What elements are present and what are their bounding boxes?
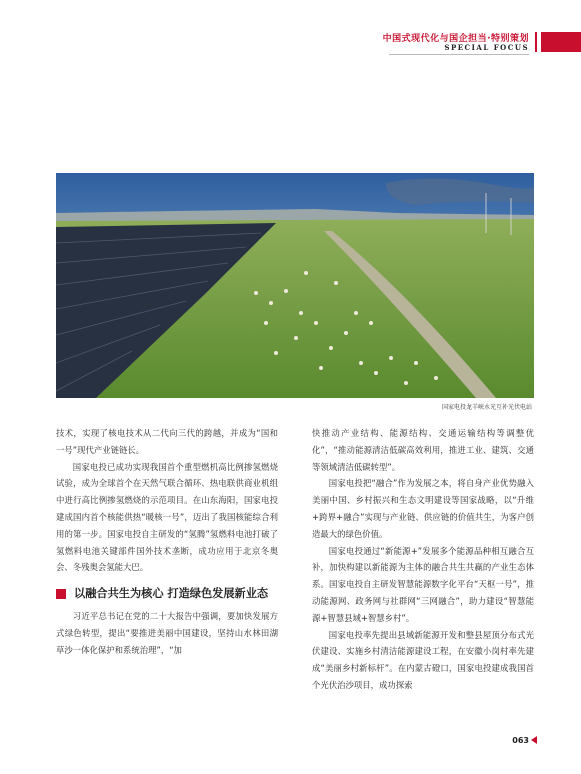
article-column-right (312, 425, 534, 694)
paragraph: 国家电投通过“新能源+”发展多个能源品种相互融合互补，加快构建以新能源为主体的融合共生共赢的产业生态体系。国家电投自主研发智慧能源数字化平台“天枢一号”，推动能源网、政务网与社群网“三网融合”，助力建设“智慧能源+智慧县域+智慧乡村”。 (312, 545, 534, 623)
page-number (512, 736, 537, 745)
header-rule (389, 54, 529, 55)
paragraph: 快推动产业结构、能源结构、交通运输结构等调整优化”，“推动能源清洁低碳高效利用，推进工业、建筑、交通等领域清洁低碳转型”。 (312, 428, 534, 472)
page-header (321, 30, 581, 52)
section-heading-text: 以融合共生为核心 打造绿色发展新业态 (74, 587, 269, 601)
article-column-left (56, 425, 278, 659)
paragraph: 国家电投率先提出县域新能源开发和整县屋顶分布式光伏建设、实施乡村清洁能源建设工程，在安徽小岗村率先建成“美丽乡村新标杆”。在内蒙古磴口，国家电投建成我国首个光伏治沙项目，成功探索 (312, 629, 534, 690)
paragraph: 技术，实现了核电技术从二代向三代的跨越，并成为“国和一号”现代产业链链长。 (56, 428, 278, 455)
solar-farm-photo (56, 173, 534, 398)
column-title: 中国式现代化与国企担当·特别策划 (382, 34, 529, 44)
header-red-bar (541, 32, 581, 52)
page-triangle-icon (531, 736, 537, 744)
page-number-text: 063 (512, 736, 529, 745)
section-heading (56, 586, 278, 602)
section-square-icon (56, 589, 66, 599)
paragraph: 国家电投把“融合”作为发展之本，将自身产业优势融入美丽中国、乡村振兴和生态文明建设等国家战略，以“升维+跨界+融合”实现与产业链、供应链的价值共生，为客户创造最大的绿色价值。 (312, 478, 534, 539)
photo-caption: 国家电投龙羊峡水光互补光伏电站 (441, 404, 532, 411)
paragraph: 国家电投已成功实现我国首个重型燃机高比例掺氢燃烧试验，成为全球首个在天然气联合循环、热电联供商业机组中进行高比例掺氢燃烧的示范项目。在山东海阳，国家电投建成国内首个核能供热“暖核一号”，迈出了我国核能综合利用的第一步。国家电投自主研发的“氢腾”氢燃料电池打破了氢燃料电池关键部件国外技术垄断，成功应用于北京冬奥会、冬残奥会氢能大巴。 (56, 461, 278, 573)
column-title-en: SPECIAL FOCUS (444, 43, 529, 52)
paragraph: 习近平总书记在党的二十大报告中强调，要加快发展方式绿色转型，提出“要推进美丽中国建设，坚持山水林田湖草沙一体化保护和系统治理”，“加 (56, 611, 278, 655)
